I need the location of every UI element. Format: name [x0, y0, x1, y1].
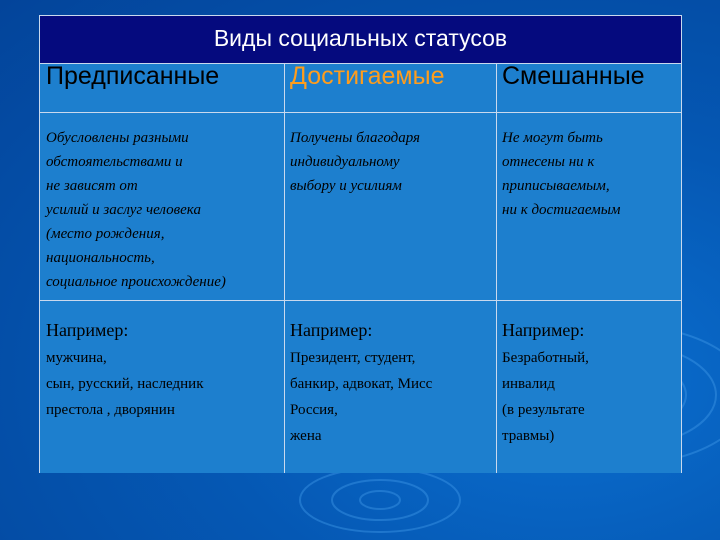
- column-divider: [284, 64, 285, 473]
- row-divider: [40, 112, 681, 113]
- row-divider: [40, 300, 681, 301]
- examples-achieved: Президент, студент, банкир, адвокат, Мисс Россия, жена: [290, 350, 433, 444]
- header-achieved: Достигаемые: [290, 62, 445, 90]
- examples-ascribed: мужчина, сын, русский, наследник престола , дворянин: [46, 350, 204, 418]
- example-label-mixed: Например:: [502, 320, 585, 340]
- header-ascribed: Предписанные: [46, 62, 220, 90]
- examples-mixed: Безработный, инвалид (в результате травмы): [502, 350, 589, 444]
- description-ascribed: Обусловлены разными обстоятельствами и не зависят от усилий и заслуг человека (место рождения, национальность, социальное происхождение): [46, 130, 226, 290]
- description-mixed: Не могут быть отнесены ни к приписываемым, ни к достигаемым: [502, 130, 621, 218]
- header-mixed: Смешанные: [502, 62, 645, 90]
- title-row: [40, 16, 681, 64]
- example-label-ascribed: Например:: [46, 320, 129, 340]
- table-title: Виды социальных статусов: [213, 25, 508, 51]
- column-divider: [496, 64, 497, 473]
- description-achieved: Получены благодаря индивидуальному выбору и усилиям: [290, 130, 421, 194]
- example-label-achieved: Например:: [290, 320, 373, 340]
